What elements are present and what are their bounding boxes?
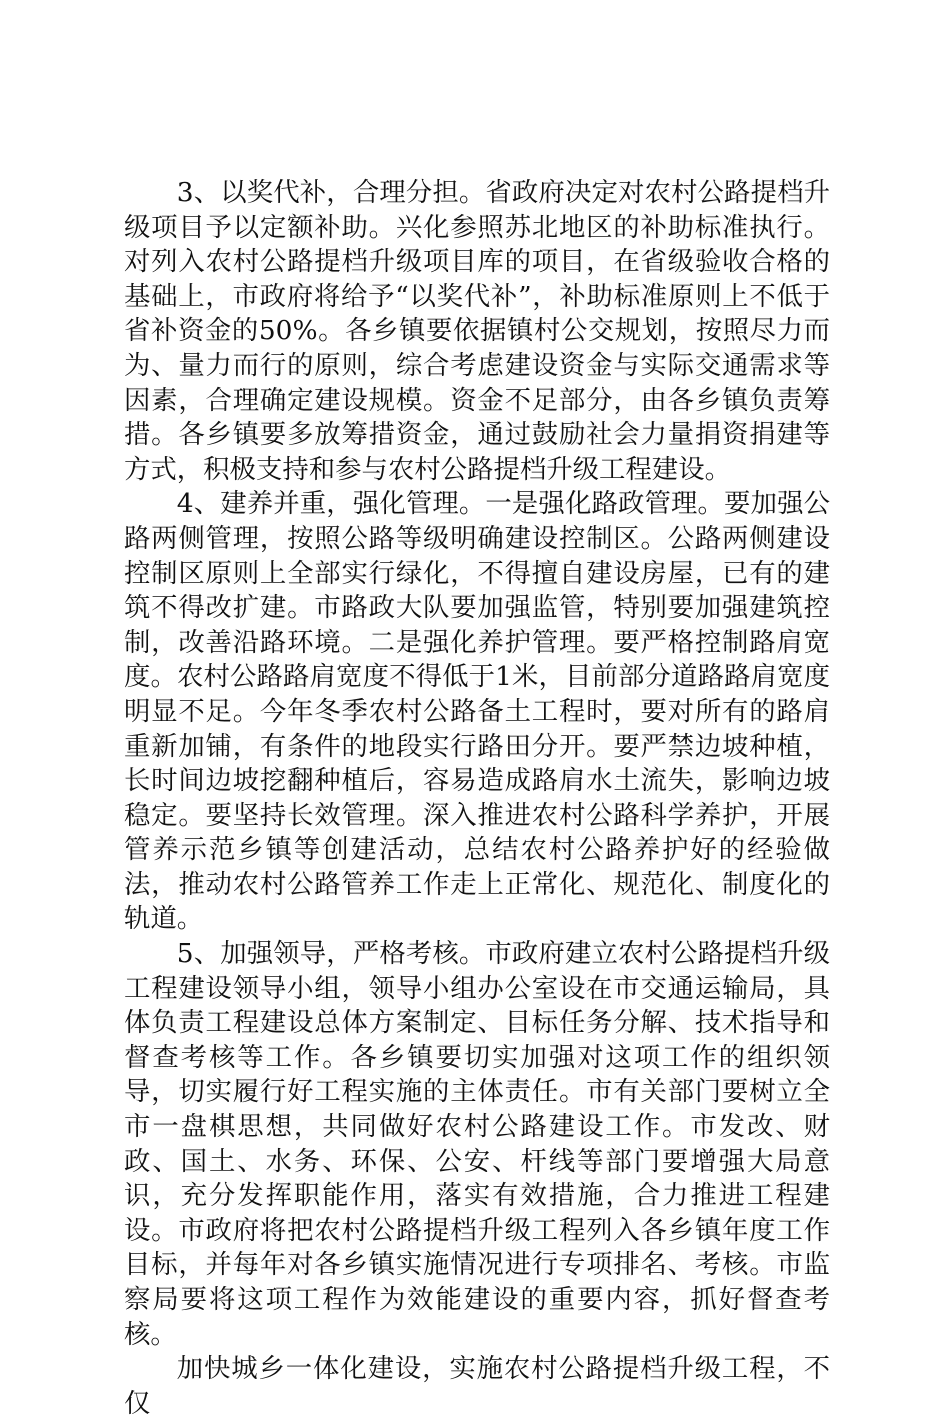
paragraph-conclusion: 加快城乡一体化建设，实施农村公路提档升级工程，不仅 xyxy=(124,1353,830,1419)
paragraph-3-subsidy: 3、以奖代补，合理分担。省政府决定对农村公路提档升级项目予以定额补助。兴化参照苏北地区的补助标准执行。对列入农村公路提档升级项目库的项目，在省级验收合格的基础上，市政府将给予“以奖代补”，补助标准原则上不低于省补资金的50%。各乡镇要依据镇村公交规划，按照尽力而为、量力而行的原则，综合考虑建设资金与实际交通需求等因素，合理确定建设规模。资金不足部分，由各乡镇负责筹措。各乡镇要多放筹措资金，通过鼓励社会力量捐资捐建等方式，积极支持和参与农村公路提档升级工程建设。 xyxy=(124,177,830,485)
paragraph-5-leadership: 5、加强领导，严格考核。市政府建立农村公路提档升级工程建设领导小组，领导小组办公室设在市交通运输局，具体负责工程建设总体方案制定、目标任务分解、技术指导和督查考核等工作。各乡镇要切实加强对这项工作的组织领导，切实履行好工程实施的主体责任。市有关部门要树立全市一盘棋思想，共同做好农村公路建设工作。市发改、财政、国土、水务、环保、公安、杆线等部门要增强大局意识，充分发挥职能作用，落实有效措施，合力推进工程建设。市政府将把农村公路提档升级工程列入各乡镇年度工作目标，并每年对各乡镇实施情况进行专项排名、考核。市监察局要将这项工程作为效能建设的重要内容，抓好督查考核。 xyxy=(124,938,830,1350)
document-body xyxy=(124,176,830,1421)
paragraph-4-management: 4、建养并重，强化管理。一是强化路政管理。要加强公路两侧管理，按照公路等级明确建设控制区。公路两侧建设控制区原则上全部实行绿化，不得擅自建设房屋，已有的建筑不得改扩建。市路政大队要加强监管，特别要加强建筑控制，改善沿路环境。二是强化养护管理。要严格控制路肩宽度。农村公路路肩宽度不得低于1米，目前部分道路路肩宽度明显不足。今年冬季农村公路备土工程时，要对所有的路肩重新加铺，有条件的地段实行路田分开。要严禁边坡种植，长时间边坡挖翻种植后，容易造成路肩水土流失，影响边坡稳定。要坚持长效管理。深入推进农村公路科学养护，开展管养示范乡镇等创建活动，总结农村公路养护好的经验做法，推动农村公路管养工作走上正常化、规范化、制度化的轨道。 xyxy=(124,488,830,935)
